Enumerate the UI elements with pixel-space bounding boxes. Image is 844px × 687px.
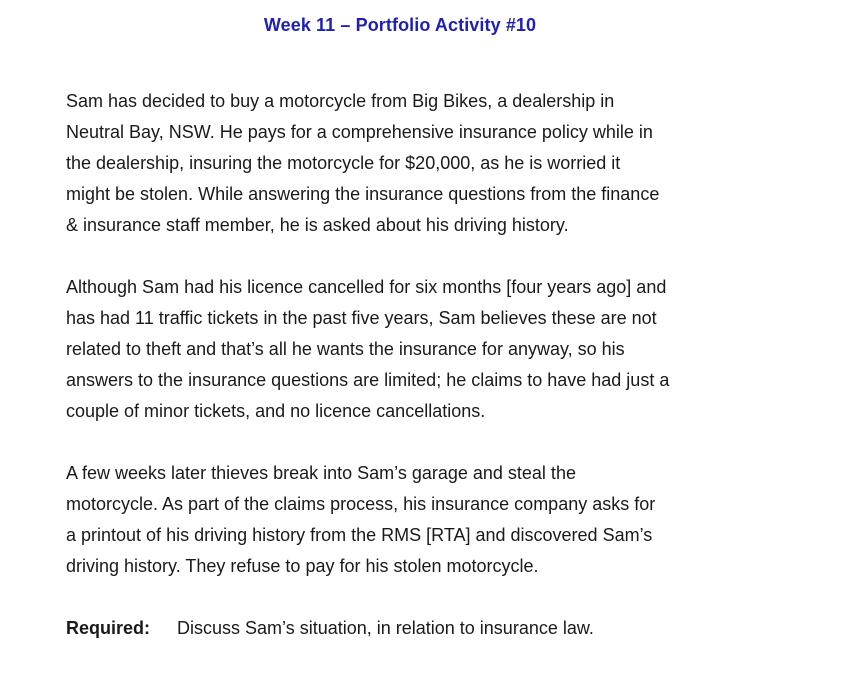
required-text: Discuss Sam’s situation, in relation to insurance law. — [177, 618, 594, 638]
paragraph-line: Although Sam had his licence cancelled for six months [four years ago] and — [66, 277, 667, 297]
document-title: Week 11 – Portfolio Activity #10 — [263, 15, 537, 35]
paragraph-line: driving history. They refuse to pay for his stolen motorcycle. — [66, 556, 539, 576]
paragraph-line: Neutral Bay, NSW. He pays for a comprehensive insurance policy while in — [66, 122, 653, 142]
paragraph-history — [66, 272, 756, 427]
paragraph-line: A few weeks later thieves break into Sam’s garage and steal the — [66, 463, 576, 483]
paragraph-line: might be stolen. While answering the insurance questions from the finance — [66, 184, 660, 204]
document-body — [66, 86, 756, 644]
paragraph-line: the dealership, insuring the motorcycle for $20,000, as he is worried it — [66, 153, 621, 173]
paragraph-line: related to theft and that’s all he wants the insurance for anyway, so his — [66, 339, 625, 359]
paragraph-line: motorcycle. As part of the claims process, his insurance company asks for — [66, 494, 656, 514]
paragraph-line: & insurance staff member, he is asked about his driving history. — [66, 215, 569, 235]
paragraph-line: a printout of his driving history from the RMS [RTA] and discovered Sam’s — [66, 525, 653, 545]
required-section — [66, 613, 756, 644]
paragraph-line: couple of minor tickets, and no licence cancellations. — [66, 401, 486, 421]
paragraph-theft — [66, 458, 756, 582]
paragraph-line: answers to the insurance questions are limited; he claims to have had just a — [66, 370, 670, 390]
paragraph-line: Sam has decided to buy a motorcycle from Big Bikes, a dealership in — [66, 91, 615, 111]
required-label: Required: — [66, 618, 151, 638]
paragraph-line: has had 11 traffic tickets in the past five years, Sam believes these are not — [66, 308, 657, 328]
paragraph-purchase — [66, 86, 756, 241]
